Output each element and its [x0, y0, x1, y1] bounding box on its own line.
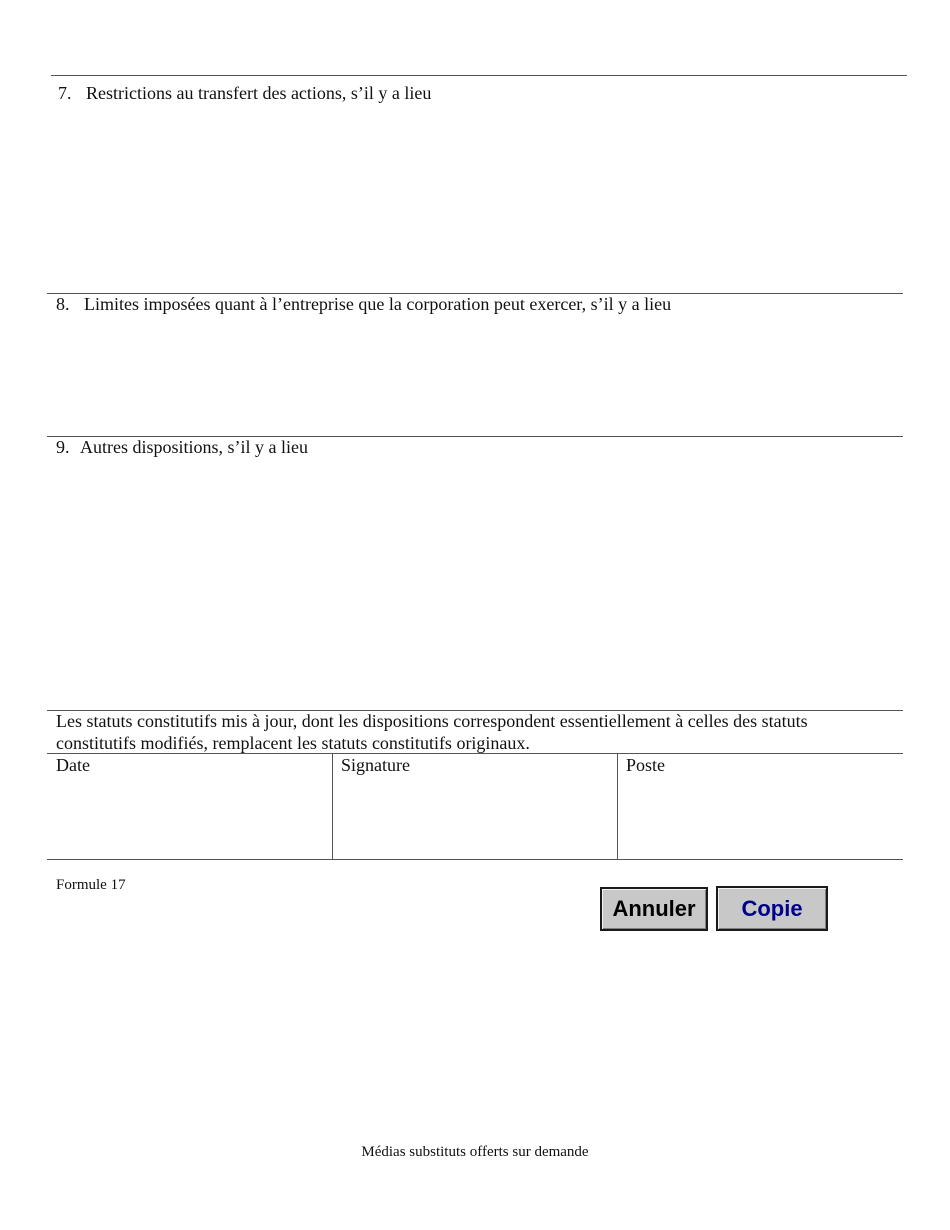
- section-7-text-field[interactable]: [52, 106, 906, 290]
- date-field[interactable]: [48, 778, 331, 858]
- section-9-text-field[interactable]: [48, 461, 902, 707]
- alternate-formats-notice: Médias substituts offerts sur demande: [361, 1144, 589, 1160]
- statement-line-2: constitutifs modifiés, remplacent les statuts constitutifs originaux.: [56, 733, 530, 753]
- section-8-text-field[interactable]: [48, 318, 902, 434]
- section-8-heading: Limites imposées quant à l’entreprise que la corporation peut exercer, s’il y a lieu: [84, 294, 672, 314]
- cancel-button[interactable]: Annuler: [600, 887, 708, 931]
- statement-line-1: Les statuts constitutifs mis à jour, dont les dispositions correspondent essentiellement à celles des statuts: [56, 711, 808, 731]
- copy-button[interactable]: Copie: [716, 886, 828, 931]
- signature-table-bottom-rule: [47, 859, 903, 860]
- section-7-heading: Restrictions au transfert des actions, s’il y a lieu: [86, 83, 432, 103]
- signature-table-divider-1: [332, 753, 333, 859]
- section-9-heading: Autres dispositions, s’il y a lieu: [80, 437, 308, 457]
- signature-field[interactable]: [334, 778, 616, 858]
- section-9-number: 9.: [56, 437, 70, 457]
- position-label: Poste: [626, 755, 666, 775]
- position-field[interactable]: [619, 778, 902, 858]
- section-8-number: 8.: [56, 294, 70, 314]
- section-7-top-rule: [51, 75, 907, 76]
- date-label: Date: [56, 755, 90, 775]
- form-number: Formule 17: [56, 877, 126, 893]
- signature-table-divider-2: [617, 753, 618, 859]
- section-7-number: 7.: [58, 83, 72, 103]
- signature-label: Signature: [341, 755, 410, 775]
- signature-table-top-rule: [47, 753, 903, 754]
